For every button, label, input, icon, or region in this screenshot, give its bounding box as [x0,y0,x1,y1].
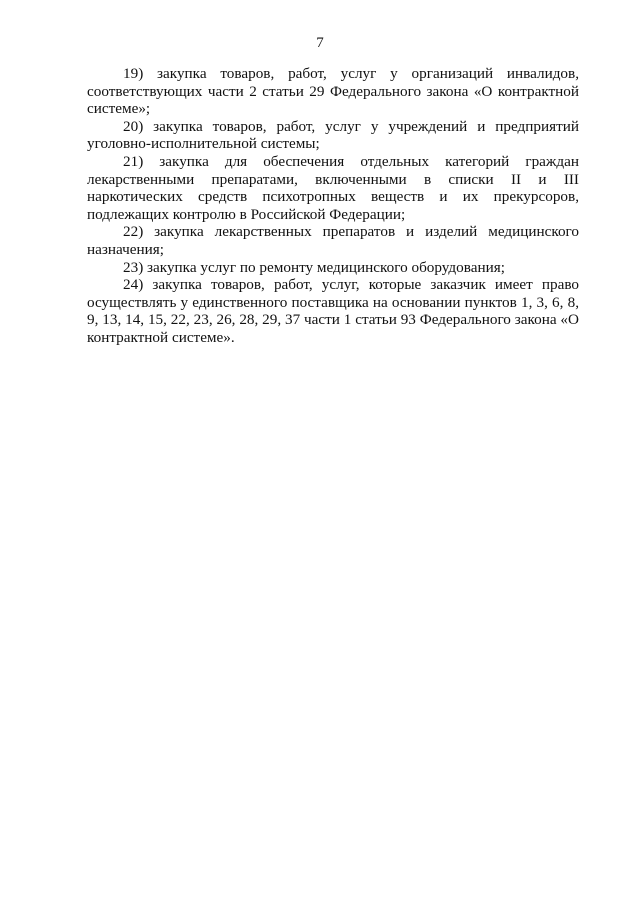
document-body [87,65,579,347]
paragraph-22: 22) закупка лекарственных препаратов и изделий медицинского назначения; [87,223,579,258]
page-number: 7 [316,35,324,51]
paragraph-23: 23) закупка услуг по ремонту медицинского оборудования; [123,258,505,276]
paragraph-19: 19) закупка товаров, работ, услуг у организаций инвалидов, соответствующих части 2 статьи 29 Федерального закона «О контрактной системе»; [87,65,579,118]
paragraph-20: 20) закупка товаров, работ, услуг у учреждений и предприятий уголовно-исполнительной системы; [87,117,579,153]
paragraph-21: 21) закупка для обеспечения отдельных категорий граждан лекарственными препаратами, включенными в списки II и III наркотических средств психотропных веществ и их прекурсоров, подлежащих контролю в Российской Федерации; [87,152,579,223]
paragraph-24: 24) закупка товаров, работ, услуг, которые заказчик имеет право осуществлять у единственного поставщика на основании пунктов 1, 3, 6, 8, 9, 13, 14, 15, 22, 23, 26, 28, 29, 37 части 1 статьи 93 Федерального закона «О контрактной системе». [87,276,579,346]
